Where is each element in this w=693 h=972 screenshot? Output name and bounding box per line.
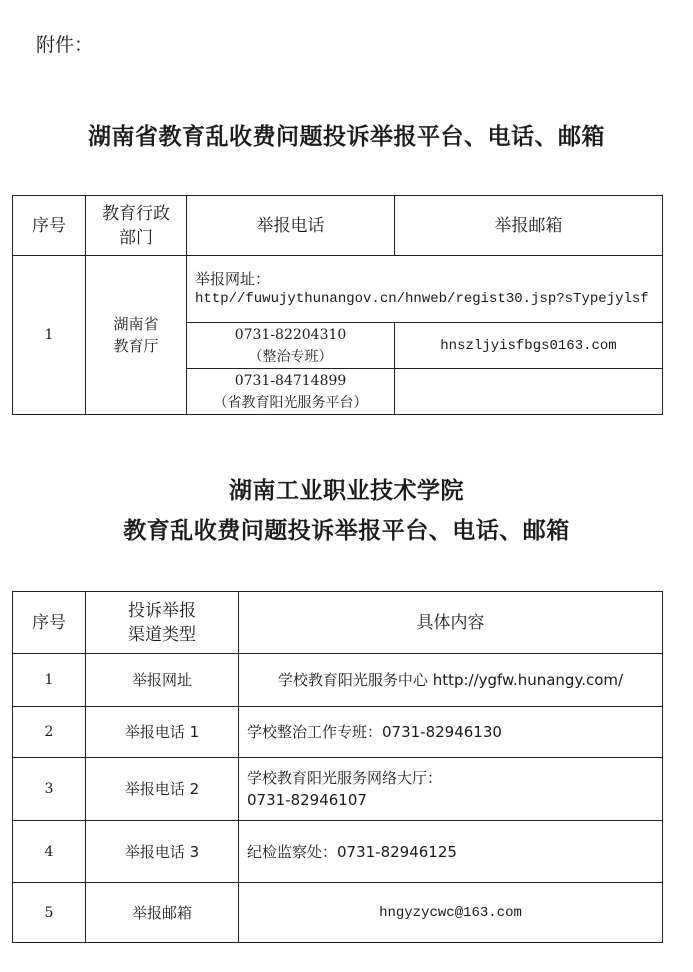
table-row <box>13 654 663 707</box>
row-content <box>239 758 663 821</box>
row-no: 3 <box>13 758 86 821</box>
header-no: 序号 <box>13 196 86 256</box>
row-no: 1 <box>13 256 86 415</box>
dept-line1: 湖南省 <box>113 315 159 333</box>
header-content: 具体内容 <box>239 592 663 654</box>
table1-header-row <box>13 196 663 256</box>
row-type: 举报电话 1 <box>86 707 239 758</box>
row-content: 纪检监察处：0731-82946125 <box>239 821 663 883</box>
row-content: 学校整治工作专班：0731-82946130 <box>239 707 663 758</box>
row-type: 举报电话 3 <box>86 821 239 883</box>
phone1-note: （整治专班） <box>248 348 333 365</box>
empty-cell <box>395 369 663 415</box>
row-no: 5 <box>13 883 86 943</box>
row-type: 举报电话 2 <box>86 758 239 821</box>
table-row <box>13 256 663 323</box>
header-no: 序号 <box>13 592 86 654</box>
row-no: 4 <box>13 821 86 883</box>
table2-header-row <box>13 592 663 654</box>
table2 <box>12 591 663 943</box>
header-phone: 举报电话 <box>187 196 395 256</box>
row-no: 2 <box>13 707 86 758</box>
phone2-number: 0731-84714899 <box>234 372 347 389</box>
row-no: 1 <box>13 654 86 707</box>
table1 <box>12 195 663 415</box>
header-type <box>86 592 239 654</box>
dept-line2: 教育厅 <box>113 337 159 355</box>
row-content-line1: 学校教育阳光服务网络大厅： <box>247 769 443 787</box>
row-content-line2: 0731-82946107 <box>247 791 367 809</box>
table-row <box>13 758 663 821</box>
table1-title: 湖南省教育乱收费问题投诉举报平台、电话、邮箱 <box>88 123 605 150</box>
website-url[interactable]: http//fuwujythunangov.cn/hnweb/regist30.jsp?sTypejylsf <box>195 290 649 307</box>
table2-title-line2: 教育乱收费问题投诉举报平台、电话、邮箱 <box>123 517 570 544</box>
table-row <box>13 883 663 943</box>
dept-cell <box>86 256 187 415</box>
header-type-line2: 渠道类型 <box>128 624 196 645</box>
table-row <box>13 821 663 883</box>
row-type: 举报网址 <box>86 654 239 707</box>
header-dept <box>86 196 187 256</box>
row-content[interactable]: hngyzycwc@163.com <box>239 883 663 943</box>
header-dept-line2: 部门 <box>119 227 153 248</box>
phone2-note: （省教育阳光服务平台） <box>213 394 368 411</box>
email-cell[interactable]: hnszljyisfbgs0163.com <box>395 323 663 369</box>
table2-title-line1: 湖南工业职业技术学院 <box>229 477 464 504</box>
phone1-cell <box>187 323 395 369</box>
header-dept-line1: 教育行政 <box>102 203 170 224</box>
phone2-cell <box>187 369 395 415</box>
website-cell <box>187 256 663 323</box>
website-label: 举报网址： <box>195 269 271 288</box>
table-row <box>13 707 663 758</box>
row-type: 举报邮箱 <box>86 883 239 943</box>
header-email: 举报邮箱 <box>395 196 663 256</box>
row-content[interactable]: 学校教育阳光服务中心 http://ygfw.hunangy.com/ <box>239 654 663 707</box>
header-type-line1: 投诉举报 <box>128 600 196 621</box>
attachment-label: 附件： <box>36 34 94 56</box>
phone1-number: 0731-82204310 <box>234 326 347 343</box>
